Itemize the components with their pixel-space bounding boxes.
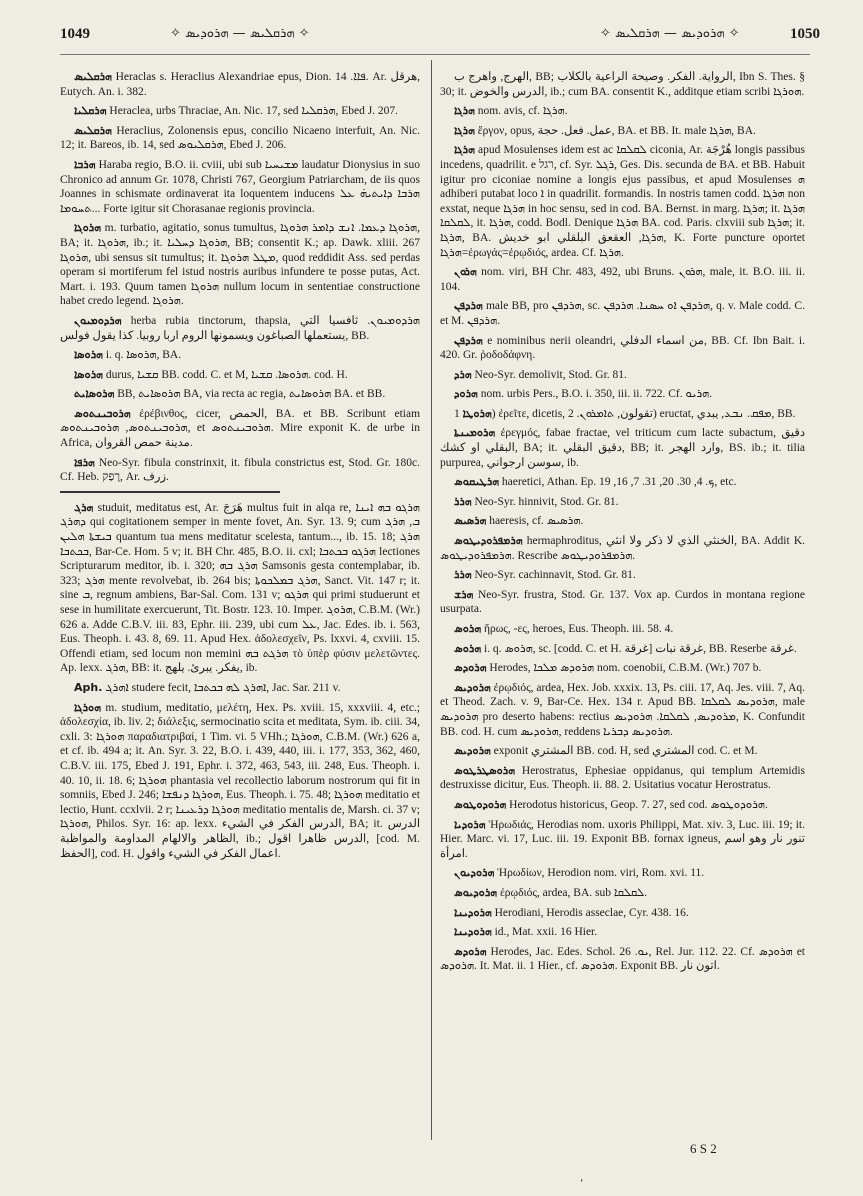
dictionary-entry bbox=[440, 534, 805, 563]
entry-headword: ܗܪܫ bbox=[454, 587, 474, 601]
dictionary-entry bbox=[60, 407, 420, 451]
entry-headword: ܗܪܘܕܝܢܐ bbox=[454, 905, 492, 919]
dictionary-entry bbox=[440, 568, 805, 583]
entry-text: BB, ܗܪܘܣܐܝܬ BA, via recta ac regia, ܗܪܘܣܐܝܬ BA. et BB. bbox=[117, 388, 386, 401]
entry-headword: ܗܪܘܢ bbox=[454, 265, 477, 279]
entry-headword: ܗܪܘܕܝܢܐ bbox=[454, 925, 492, 939]
entry-headword: ܗܪܘܕܝܣ bbox=[454, 744, 491, 758]
entry-headword: ܗܪܘܕܝܘܢ bbox=[454, 866, 495, 880]
dictionary-entry bbox=[440, 495, 805, 510]
entry-text: nom. avis, cf. ܗܪܓܐ. bbox=[477, 105, 568, 118]
entry-text: exponit المشتري BB. cod. H, sed المشتري cod. C. et M. bbox=[493, 745, 758, 758]
entry-text: i. q. ܗܪܘܣ, sc. [codd. C. et H. غرقة] غرقة نبات, BB. Reserbe غرقة. bbox=[483, 642, 797, 655]
entry-headword: ܗܘܪܓܐ bbox=[74, 700, 101, 714]
entry-text: ἔργον, opus, عمل. فعل. حجة, BA. et BB. It. male ܗܪܓܐ, BA. bbox=[477, 124, 756, 137]
entry-text: ἐρῳδιός, ardea, BA. sub ܠܩܠܩܐ. bbox=[499, 886, 648, 899]
entry-headword: ܗܪܓܐ bbox=[454, 143, 475, 157]
right-page-number: 1050 bbox=[790, 26, 820, 42]
entry-text: apud Mosulenses idem est ac ܠܩܠܩܐ ciconia, Ar. هُرْجَة longis passibus incedens, quadrilit. e רגל, cf. Syr. ܪܓܠ, Ges. Dis. secunda de BA. et BB. Habuit igitur pro ciconiae nomine a longis ejus passibus, et apud Mosulenses ܗ adhiberi putabat loco ܐ in quadrilit. formandis. In nostris tamen codd. ܗܪܓܐ non exstat, neque ܗܪܓܐ in hoc sensu, sed in cod. BA. Bernst. in marg. ܗܪܓܐ; it. ܗܪܓܐ ܠܩܠܩܐ, it. ܗܪܓܐ, codd. Bodl. Denique ܗܪܓܐ BA. cod. Paris. clxviii sub ܗܪܓܐ; it. ܗܪܓܐ, BA. ܗܪܓܐ, العقعق البلقلي ابو خديش, K. Forte puncture oportet ܗܪܓܐ=ἐρωγάς=ἐρῳδιός, ardea. Cf. ܗܪܓܐ. bbox=[440, 144, 806, 259]
entry-text: Herodes, ܗܪܘܕܣ ܡܠܟܐ nom. coenobii, C.B.M. (Wr.) 707 b. bbox=[489, 662, 762, 675]
dictionary-entry bbox=[440, 334, 805, 363]
entry-text: ἐρεγμός, fabae fractae, vel triticum cum lacte subactum, دقيق البقلي او كشك, BA; it. دقيق البقلي, BB; it. وارد الهجر, BS. ib.; it. tilia purpurea, سوسن ارجواني, ib. bbox=[440, 427, 805, 469]
dictionary-entry bbox=[440, 661, 805, 676]
dictionary-entry bbox=[440, 475, 805, 490]
entry-headword: ܗܪܡܦܪܘܕܝܛܘܣ bbox=[454, 534, 523, 548]
entry-text: 1) ἐρεῖτε, dicetis, تقولون, ܬܐܡܪܘܢ. 2) eructat, ܡܦܩ. ܢܒܥ, يبدي, BB. bbox=[454, 407, 796, 420]
entry-headword: ܗܪܘܕܣ bbox=[454, 661, 487, 675]
entry-headword: ܗܪܘܣܐ bbox=[74, 348, 103, 362]
dictionary-entry bbox=[440, 744, 805, 759]
entry-text: Neo-Syr. cachinnavit, Stod. Gr. 81. bbox=[474, 569, 636, 582]
dictionary-entry bbox=[60, 456, 420, 485]
dictionary-entry bbox=[440, 906, 805, 921]
dictionary-entry bbox=[60, 221, 420, 309]
right-running-head: ✧ ܗܪܘܕܝܣ — ܗܪܩܠܝܣ ✧ bbox=[600, 26, 740, 41]
dictionary-entry bbox=[440, 265, 805, 294]
dictionary-entry bbox=[440, 588, 805, 617]
entry-headword: ܗܪܘܣܐ bbox=[74, 367, 103, 381]
dictionary-entry bbox=[60, 314, 420, 343]
dictionary-entry bbox=[440, 368, 805, 383]
entry-headword: ܗܪܘܣ bbox=[454, 641, 482, 655]
entry-text: haeresis, cf. ܗܪܣܝܣ. bbox=[489, 515, 584, 528]
dictionary-entry bbox=[440, 681, 805, 739]
entry-headword: ܗܪܘܣ bbox=[454, 622, 482, 635]
entry-text: nom. viri, BH Chr. 483, 492, ubi Bruns. ܗܪܘܢ, male, it. B.O. iii. ii. 104. bbox=[440, 266, 805, 293]
entry-headword: ܗܪܘܓܐ bbox=[74, 221, 101, 235]
entry-text: Herodes, Jac. Edes. Schol. ܝܘ. 26, Rel. Jur. 112. 22. Cf. ܗܪܘܕܣ et ܗܪܘܕܣ. It. Mat. ii. 1 Hier., cf. ܗܪܘܕܣ. Exponit BB. اتون نار. bbox=[440, 945, 806, 973]
entry-text: ἐρῳδιός, ardea, Hex. Job. xxxix. 13, Ps. ciii. 17, Aq. Jes. viii. 7, Aq. et Theod. Zach. v. 9, Bar-Ce. Hex. 134 r. Apud BB. ܗܪܘܕܝܣ ܠܩܠܩܐ, male ܗܪܘܕܝܣ pro deserto habens: rectius ܡܪܘܕܝܣ, ܠܩܠܩܐ. ܗܪܘܕܝܣ, K. Confundit BB. cod. H. cum ܗܪܘܕܝܣ, reddens ܗܪܘܕܝܣ ܕܒܪܝܐ. bbox=[440, 681, 806, 738]
dictionary-entry bbox=[440, 124, 805, 139]
column-rule bbox=[431, 60, 432, 1140]
dictionary-entry bbox=[440, 925, 805, 940]
entry-text: Herodiani, Herodis asseclae, Cyr. 438. 16. bbox=[494, 906, 689, 919]
left-running-head: ✧ ܗܪܩܠܝܣ — ܗܪܘܕܝܣ ✧ bbox=[170, 26, 310, 41]
entry-text: studuit, meditatus est, Ar. هَرَجَ multus fuit in alqa re, ܗܪܓܘ ܒܗ ܐܝܢܐ ܕܗܪܓ qui cogitationem semper in mente fovet, An. Syr. 13. 9; cum ܒ, ܗܪܓ ܒܝܫܬܐ ܗܠܝܢ quantum tua mens meditatur scelesta, tantum..., ib. 15. 18; ܗܪܓ ܒܟܬܒܐ, Bar-Ce. Hom. 5 v; it. BH Chr. 485, B.O. ii. cxl; ܗܪܓܘ ܒܟܬܒܐ lectiones Scripturarum meditor, ib. i. 320; ܗܪܓ ܒܗ Samsonis gesta contemplabar, ib. 323; ܗܪܓ mente revolvebat, ib. 264 bis; ܗܪܓ ܒܡܠܟܘܬܐ, Sanct. Vit. 147 r; it. sine ܒ, regnum ambiens, Bar-Sal. Com. 131 v; ܗܪܓܘ qui primi studuerunt et sese in humilitate exercuerunt, Tit. Bostr. 123. 10. Imper. ܗܪܘܓ, C.B.M. (Wr.) 626 a. Adde C.B.V. iii. 83, Ephr. iii. 239, ubi cum ܥܠ, Jac. Edes. ib. i. 563, Eus. Theoph. i. 43. 8, 69. 11. Apud Hex. ἀδολεσχεῖν, Ps. lxxvi. 4, cxviii. 15. Offendi etiam, sed locum non memini ܗܪܓܬ ܒܗ τὸ ὑπὲρ φύσιν μελετῶντες. Ap. lexx. ܗܪܓ, BB: it. يفكر. يبرئ. يلهج, ib. bbox=[60, 501, 421, 675]
dictionary-entry bbox=[440, 764, 805, 793]
entry-text: ἥρως, -ες, heroes, Eus. Theoph. iii. 58. 4. bbox=[483, 623, 674, 635]
entry-headword: ܗܪܘܕܘܛܘܣ bbox=[454, 797, 507, 811]
dictionary-entry bbox=[440, 407, 805, 422]
dictionary-entry bbox=[60, 158, 420, 216]
left-page-number: 1049 bbox=[60, 26, 90, 42]
entry-text: Neo-Syr. hinnivit, Stod. Gr. 81. bbox=[474, 495, 619, 508]
entry-text: herba rubia tinctorum, thapsia, ܗܪܕܘܡܝܘܢ. ثافسيا التي يستعملها الصباغون ويسمونها الروم اربا روبيا. كذا يقول فولس, BB. bbox=[60, 314, 420, 342]
entry-headword: ܗܪܘܣܐܝܬ bbox=[74, 387, 115, 401]
section-rule bbox=[60, 491, 280, 493]
entry-headword: ܗܪܓܐ bbox=[454, 104, 475, 118]
entry-headword: ܗܪܘܕܝܐ bbox=[454, 817, 486, 831]
entry-headword: ܗܪܪ bbox=[454, 494, 472, 508]
entry-headword: ܗܪܕ bbox=[454, 367, 472, 381]
entry-text: id., Mat. xxii. 16 Hier. bbox=[494, 926, 598, 939]
entry-text: Heraclas s. Heraclius Alexandriae epus, Dion. ܦܐܐ. 14. Ar. هرقل, Eutych. An. i. 382. bbox=[60, 71, 421, 98]
entry-text: الهرج, واهرج ب, BB; الرواية. الفكر. وصيحة الراعية بالكلاب, Ibn S. Thes. § 30; it. الدرس والخوض, ib.; cum BA. consentit K., additque etiam scribi ܗܘܪܓܐ. bbox=[440, 71, 805, 98]
entry-text: m. turbatio, agitatio, sonus tumultus, ܗܪܘܓܐ ܕܥܡܐ. ܐܢܫ ܕܐܡܪ ܗܪܘܓܐ, BA; it. ܗܪܘܓܐ, ib.; it. ܗܪܘܓܐ ܕܚܠܝܐ, BB; consentit K.; ap. Dawk. xliii. 267 ܗܪܘܓܐ, ubi sensus sit tumultus; it. ܡܛܠ ܗܪܘܓܐ, quod reddidit Ass. sed perdas operam si mortiferum fel istud nostris auribus infundere te posse putas, Act. Mart. i. 193. Quum tamen ܗܪܘܓܐ nullum locum in sententiae constructione habet credo legend. ܗܪܘܓܐ. bbox=[60, 222, 421, 308]
entry-text: Ἡρωδιάς, Herodias nom. uxoris Philippi, Mat. xiv. 3, Luc. iii. 19; it. Hier. Marc. vi. 17, Luc. iii. 19. Exponit BB. fornax igneus, تنور نار وهو اسم امرأة. bbox=[440, 818, 806, 860]
entry-headword: ܗܪܘܛܐ bbox=[462, 406, 492, 420]
entry-headword: ܗܪܕܘܡܝܘܢ bbox=[74, 313, 122, 327]
entry-headword: ܗܪܘܕܝܣ bbox=[454, 680, 491, 694]
dictionary-entry bbox=[440, 866, 805, 881]
entry-headword: ܗܪܩܠܝܣ bbox=[74, 123, 112, 137]
dictionary-entry bbox=[440, 798, 805, 813]
entry-headword: ܗܪܛܝܩܘܣ bbox=[454, 475, 500, 489]
dictionary-entry bbox=[440, 143, 805, 260]
dictionary-entry bbox=[440, 514, 805, 529]
entry-headword: ܗܪܓܐ bbox=[454, 123, 475, 137]
dictionary-entry bbox=[60, 701, 420, 862]
entry-text: Herodotus historicus, Geop. 7. 27, sed cod. ܗܪܘܕܘܛܘܣ. bbox=[509, 798, 768, 811]
entry-text: Ἡρωδίων, Herodion nom. viri, Rom. xvi. 11. bbox=[497, 867, 705, 880]
entry-headword: ܗܪܕܦܢ bbox=[454, 299, 483, 313]
entry-text: Neo-Syr. fibula constrinxit, it. fibula constrictus est, Stod. Gr. 180c. Cf. Heb. רָפַק, Ar. زرف. bbox=[60, 456, 420, 484]
dictionary-entry bbox=[440, 622, 805, 637]
dictionary-entry bbox=[440, 104, 805, 119]
dictionary-entry bbox=[60, 348, 420, 363]
dictionary-entry bbox=[440, 818, 805, 862]
stray-mark: ‘ bbox=[580, 1178, 584, 1189]
entry-text: Neo-Syr. frustra, Stod. Gr. 137. Vox ap. Curdos in montana regione usurpata. bbox=[440, 588, 806, 616]
header-rule bbox=[60, 54, 810, 55]
entry-text: Herostratus, Ephesiae oppidanus, qui templum Artemidis destruxisse dicitur, Eus. Theoph. ii. 88. 2. Usitatius vocatur Herostratus. bbox=[440, 764, 805, 792]
entry-headword: ܗܪܦܐ bbox=[74, 455, 95, 469]
left-column-entries-a bbox=[60, 70, 420, 485]
entry-text: nom. urbis Pers., B.O. i. 350, iii. ii. 722. Cf. ܗܪܝܘ. bbox=[480, 388, 713, 401]
entry-headword: Aph. bbox=[74, 680, 103, 694]
dictionary-entry bbox=[440, 299, 805, 328]
dictionary-entry bbox=[60, 681, 420, 696]
dictionary-entry bbox=[440, 886, 805, 901]
entry-text: hermaphroditus, الخنثي الذي لا ذكر ولا انثي, BA. Addit K. ܗܪܡܦܪܘܕܝܛܘܣ. Rescribe ܗܪܡܦܪܘܕܝܛܘܣ. bbox=[440, 535, 806, 562]
entry-headword: ܗܪܘܣܛܪܛܘܣ bbox=[454, 763, 515, 777]
entry-text: ܐܗܪܓ studere fecit, ܐܗܪܓ ܠܗ ܒܟܬܒܐ, Jac. Sar. 211 v. bbox=[105, 681, 341, 694]
entry-text: Heraclius, Zolonensis epus, concilio Nicaeno interfuit, An. Nic. 12; it. Bareos, ib. 14, sed ܗܪܩܠܝܘܣ, Ebed J. 206. bbox=[60, 124, 420, 152]
entry-text: haeretici, Athan. Ep. ܟ. 4, 30. 20, 31. 7, 16, 19, etc. bbox=[501, 476, 737, 489]
page-header bbox=[60, 26, 820, 48]
signature-mark: 6 S 2 bbox=[690, 1141, 717, 1156]
entry-headword: ܗܪܘܡܝܢܬܐ bbox=[454, 426, 496, 440]
dictionary-entry bbox=[440, 426, 805, 470]
entry-text: Neo-Syr. demolivit, Stod. Gr. 81. bbox=[474, 368, 627, 381]
entry-headword: ܗܪܕܦܢ bbox=[454, 333, 483, 347]
dictionary-entry bbox=[60, 124, 420, 153]
entry-headword: ܗܪܘܕܣ bbox=[454, 944, 487, 958]
entry-headword: ܗܪܘܕܝܘܣ bbox=[454, 885, 498, 899]
dictionary-entry bbox=[60, 368, 420, 383]
entry-text: i. q. ܗܪܘܣܐ, BA. bbox=[105, 349, 182, 362]
dictionary-entry bbox=[440, 642, 805, 657]
entry-headword: ܗܪܪ bbox=[454, 568, 472, 582]
entry-headword: ܗܪܒܐ bbox=[74, 157, 96, 171]
entry-headword: ܗܪܘܕ bbox=[454, 387, 478, 401]
entry-headword: ܗܪܣܝܣ bbox=[454, 514, 487, 528]
entry-text: e nominibus nerii oleandri, من اسماء الدفلي, BB. Cf. Ibn Bait. i. 420. Gr. ῥοδοδάφνη. bbox=[440, 334, 806, 362]
entry-text: ἐρέβινθος, cicer, الحمص, BA. et BB. Scribunt etiam ܗܪܘܒܝܢܬܘܣ, ܗܪܘܒܝܢܬܘܣ, et ܗܪܘܒܝܢܬܘܣ. Mire exponit K. de urbe in Africa, مدينة حمص القروان. bbox=[60, 407, 421, 450]
dictionary-entry bbox=[440, 70, 805, 99]
dictionary-entry bbox=[60, 501, 420, 676]
dictionary-entry bbox=[60, 70, 420, 99]
dictionary-entry bbox=[60, 104, 420, 119]
entry-text: durus, ܩܫܝܐ BB. codd. C. et M, ܗܪܘܣܐ. ܩܫܝܐ. cod. H. bbox=[105, 368, 348, 381]
entry-text: m. studium, meditatio, μελέτη, Hex. Ps. xviii. 15, xxxviii. 4, etc.; ἀδολεσχία, ib. liv. 2; διάλεξις, sermocinatio scita et meditata, Sym. ib. ciii. 34, cxli. 3: ܗܘܪܓܐ παραδιατριβαί, 1 Tim. vi. 5 VHh.; ܗܘܪܓܐ, C.B.M. (Wr.) 626 a, et cf. ib. 494 a; it. An. Syr. 3. 22, B.O. i. 439, 440, iii. i. 177, 353, 362, 460, C.B.V. iii. 175, Ebed J. 191, Ephr. i. 372, 463, 543, iii. 248, Eus. Theoph. i. 40. 10, ii. 18. 6; ܗܘܪܓܐ phantasia vel recollectio laborum nostrorum qui fit in somniis, Ebed J. 246; ܗܘܪܓܐ ܕܢܦܫܐ, Eus. Theoph. i. 75. 48; ܗܘܪܓܐ meditatio et lectio, Hunt. ccxlvii. 2 r; ܗܘܪܓܐ ܕܪܥܝܢܐ meditatio mentalis de, Marsh. ci. 37 v; ܗܘܪܓܐ, Philos. Syr. 16: ap. lexx. الدرس الفكر في الشيء, BA; it. الدرس الظاهر والالهام المداومة والمواظبة, ib.; الدرس ظاهرا اقول, [cod. M. الحفظ], cod. H. اعمال الفكر في الشيء واقول. bbox=[60, 701, 421, 860]
entry-text: Heraclea, urbs Thraciae, An. Nic. 17, sed ܗܪܩܠܝܐ, Ebed J. 207. bbox=[109, 105, 399, 118]
right-column-entries bbox=[440, 70, 805, 974]
entry-headword: ܗܪܩܠܝܣ bbox=[74, 70, 112, 83]
dictionary-entry bbox=[440, 945, 805, 974]
entry-text: Haraba regio, B.O. ii. cviii, ubi sub ܡܫܝܚܝܐ laudatur Dionysius in suo Chronico ad annum Gr. 1078, Christi 767, Georgium Patriarcham, de iis quos Joannes in schismate ordinaverat ita loquentem inducens ܗܪܒܐ ܕܐܝܬܝܗ̇ ܥܠ ܬܚܘܡܐ... Forte igitur sit Chorasanae regionis provincia. bbox=[60, 158, 420, 215]
left-column-entries-b bbox=[60, 501, 420, 861]
entry-headword: ܗܪܓ bbox=[74, 500, 94, 514]
dictionary-entry bbox=[440, 387, 805, 402]
entry-headword: ܗܪܩܠܝܐ bbox=[74, 104, 107, 118]
right-column bbox=[440, 70, 805, 979]
left-column bbox=[60, 70, 420, 866]
entry-headword: ܗܪܘܒܝܢܬܘܣ bbox=[74, 406, 131, 420]
entry-text: male BB, pro ܗܪܕܦܢ, sc. ܗܪܕܦܢ ܐܘ ܚܣܢܐ. ܗܪܕܦܢ, q. v. Male codd. C. et M. ܗܪܕܦܢ. bbox=[440, 300, 805, 327]
dictionary-entry bbox=[60, 387, 420, 402]
